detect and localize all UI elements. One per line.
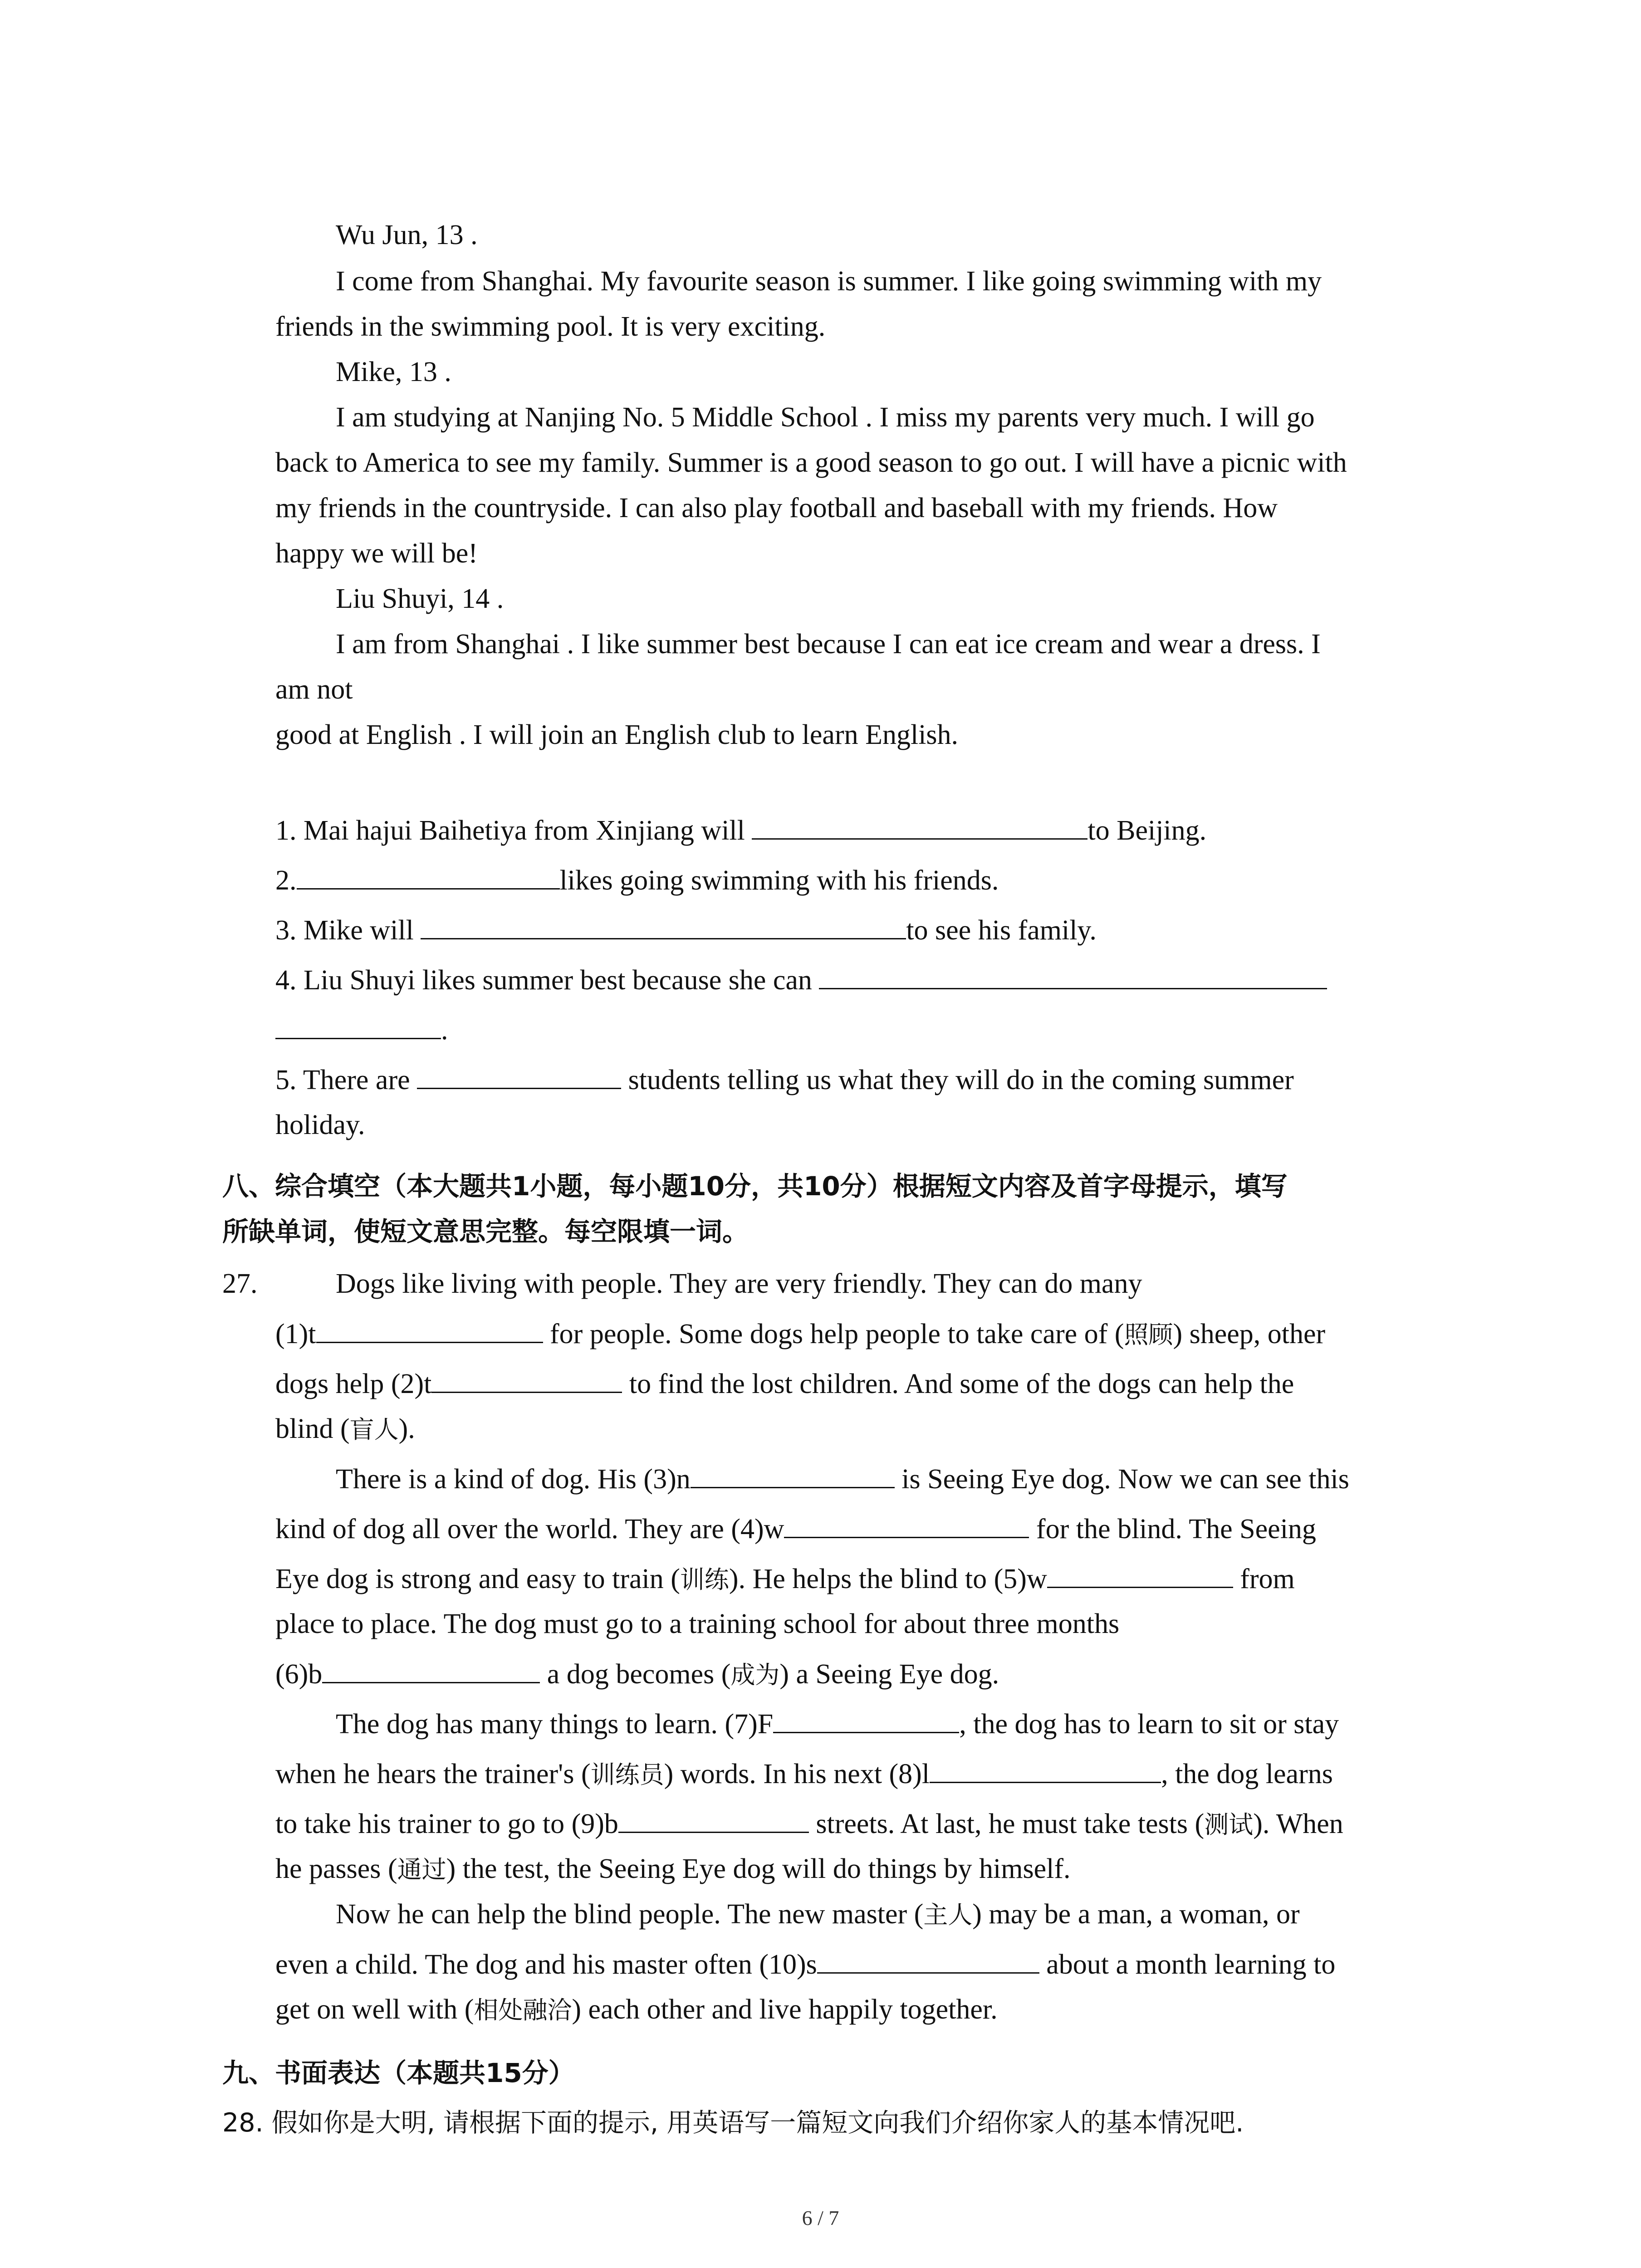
question-1 <box>275 812 1206 849</box>
question-text: 2. <box>275 865 297 896</box>
cloze-gloss: 测试 <box>1204 1810 1254 1839</box>
question-text: 5. There are <box>275 1065 410 1095</box>
cloze-line: Dogs like living with people. They are very friendly. They can do many <box>336 1268 1142 1299</box>
mike-text-line: back to America to see my family. Summer is a good season to go out. I will have a picnic with <box>275 447 1347 478</box>
cloze-text: ) words. In his next (8)l <box>664 1759 930 1789</box>
mike-text-line: I am studying at Nanjing No. 5 Middle School . I miss my parents very much. I will go <box>336 402 1315 433</box>
section-8-heading: 所缺单词，使短文意思完整。每空限填一词。 <box>222 1216 749 1247</box>
cloze-text: There is a kind of dog. His (3)n <box>336 1464 691 1495</box>
question-2 <box>275 862 999 899</box>
cloze-text: ). When <box>1253 1809 1343 1839</box>
cloze-text: Now he can help the blind people. The new master ( <box>336 1899 924 1930</box>
question-5-continued: holiday. <box>275 1110 365 1140</box>
answer-blank[interactable] <box>421 912 906 939</box>
question-text: . <box>441 1015 448 1046</box>
cloze-text: , the dog has to learn to sit or stay <box>959 1709 1339 1740</box>
question-4-continued <box>275 1012 448 1048</box>
answer-blank[interactable] <box>752 812 1087 840</box>
cloze-line <box>275 1315 1325 1353</box>
cloze-gloss: 成为 <box>730 1661 780 1689</box>
question-text: to Beijing. <box>1087 815 1207 846</box>
cloze-text: dogs help (2)t <box>275 1369 432 1399</box>
answer-blank[interactable] <box>819 962 1327 989</box>
cloze-line <box>275 1560 1295 1598</box>
wu-jun-text-line: friends in the swimming pool. It is very exciting. <box>275 311 826 342</box>
cloze-blank-4[interactable] <box>784 1510 1029 1538</box>
cloze-text: ) may be a man, a woman, or <box>972 1899 1300 1930</box>
liu-text-line: good at English . I will join an English club to learn English. <box>275 719 959 750</box>
cloze-text: to take his trainer to go to (9)b <box>275 1809 618 1839</box>
cloze-gloss: 训练员 <box>590 1760 664 1789</box>
question-5 <box>275 1061 1294 1098</box>
section-8-heading: 八、综合填空（本大题共1小题，每小题10分，共10分）根据短文内容及首字母提示，填写 <box>222 1171 1288 1202</box>
cloze-blank-9[interactable] <box>618 1805 809 1833</box>
mike-text-line: my friends in the countryside. I can also play football and baseball with my friends. How <box>275 493 1278 523</box>
cloze-blank-10[interactable] <box>817 1946 1039 1974</box>
cloze-gloss: 训练 <box>680 1565 729 1594</box>
liu-text-line: am not <box>275 674 353 705</box>
cloze-text: even a child. The dog and his master often (10)s <box>275 1949 817 1980</box>
cloze-text: The dog has many things to learn. (7)F <box>336 1709 774 1740</box>
cloze-text: for the blind. The Seeing <box>1036 1514 1316 1545</box>
cloze-text: he passes ( <box>275 1853 397 1884</box>
cloze-line: place to place. The dog must go to a training school for about three months <box>275 1608 1120 1639</box>
cloze-text: blind ( <box>275 1413 350 1444</box>
cloze-text: for people. Some dogs help people to take care of ( <box>550 1319 1124 1349</box>
cloze-text: when he hears the trainer's ( <box>275 1759 591 1789</box>
cloze-line <box>275 1755 1333 1793</box>
cloze-line <box>275 1656 999 1693</box>
cloze-line <box>275 1365 1294 1402</box>
cloze-blank-3[interactable] <box>691 1461 895 1488</box>
question-text: 1. Mai hajui Baihetiya from Xinjiang will <box>275 815 745 846</box>
cloze-text: (6)b <box>275 1659 323 1690</box>
cloze-gloss: 通过 <box>397 1855 446 1884</box>
cloze-gloss: 相处融洽 <box>474 1996 572 2024</box>
question-3 <box>275 912 1097 948</box>
cloze-text: ). <box>398 1413 415 1444</box>
wu-jun-name: Wu Jun, 13 . <box>336 220 478 250</box>
cloze-text: , the dog learns <box>1161 1759 1333 1789</box>
page-number: 6 / 7 <box>802 2206 839 2229</box>
cloze-text: ) a Seeing Eye dog. <box>779 1659 999 1690</box>
cloze-line <box>275 1946 1335 1983</box>
cloze-line <box>336 1461 1349 1497</box>
cloze-line <box>336 1706 1339 1742</box>
cloze-line <box>275 1510 1316 1547</box>
cloze-blank-6[interactable] <box>322 1656 540 1683</box>
cloze-text: is Seeing Eye dog. Now we can see this <box>901 1464 1349 1495</box>
cloze-line <box>275 1991 998 2028</box>
question-number: 27. <box>222 1268 258 1299</box>
section-9-heading: 九、书面表达（本题共15分） <box>222 2058 575 2088</box>
answer-blank[interactable] <box>275 1012 441 1039</box>
cloze-text: ) sheep, other <box>1173 1319 1326 1349</box>
cloze-text: to find the lost children. And some of the dogs can help the <box>629 1369 1294 1399</box>
cloze-text: Eye dog is strong and easy to train ( <box>275 1564 680 1594</box>
question-text: likes going swimming with his friends. <box>559 865 999 896</box>
cloze-text: a dog becomes ( <box>547 1659 731 1690</box>
question-text: 3. Mike will <box>275 915 414 946</box>
cloze-blank-2[interactable] <box>431 1365 622 1393</box>
wu-jun-text-line: I come from Shanghai. My favourite season is summer. I like going swimming with my <box>336 266 1322 297</box>
answer-blank[interactable] <box>417 1061 621 1089</box>
cloze-text: ) the test, the Seeing Eye dog will do things by himself. <box>446 1853 1071 1884</box>
mike-text-line: happy we will be! <box>275 538 478 569</box>
cloze-blank-5[interactable] <box>1047 1560 1233 1588</box>
cloze-gloss: 主人 <box>923 1901 973 1929</box>
mike-name: Mike, 13 . <box>336 357 451 387</box>
question-text: 4. Liu Shuyi likes summer best because she can <box>275 965 812 996</box>
liu-name: Liu Shuyi, 14 . <box>336 583 504 614</box>
question-4 <box>275 962 1327 998</box>
cloze-gloss: 盲人 <box>349 1415 399 1444</box>
cloze-text: streets. At last, he must take tests ( <box>816 1809 1205 1839</box>
cloze-blank-1[interactable] <box>316 1315 543 1343</box>
question-text: to see his family. <box>906 915 1097 946</box>
cloze-blank-8[interactable] <box>930 1755 1161 1783</box>
cloze-text: ) each other and live happily together. <box>572 1994 998 2025</box>
cloze-text: kind of dog all over the world. They are (4)w <box>275 1514 784 1545</box>
cloze-text: about a month learning to <box>1046 1949 1336 1980</box>
cloze-text: get on well with ( <box>275 1994 474 2025</box>
cloze-gloss: 照顾 <box>1124 1320 1173 1349</box>
question-text: students telling us what they will do in the coming summer <box>628 1065 1294 1095</box>
cloze-line <box>275 1411 415 1448</box>
liu-text-line: I am from Shanghai . I like summer best because I can eat ice cream and wear a dress. I <box>336 629 1321 660</box>
cloze-text: ). He helps the blind to (5)w <box>729 1564 1047 1594</box>
cloze-text: from <box>1240 1564 1295 1594</box>
cloze-line <box>275 1805 1343 1843</box>
cloze-line <box>275 1851 1070 1888</box>
question-28: 28. 假如你是大明, 请根据下面的提示, 用英语写一篇短文向我们介绍你家人的基本情况吧. <box>222 2108 1244 2138</box>
answer-blank[interactable] <box>297 862 560 890</box>
cloze-blank-7[interactable] <box>773 1706 959 1733</box>
cloze-line <box>336 1896 1300 1933</box>
cloze-text: (1)t <box>275 1319 316 1349</box>
